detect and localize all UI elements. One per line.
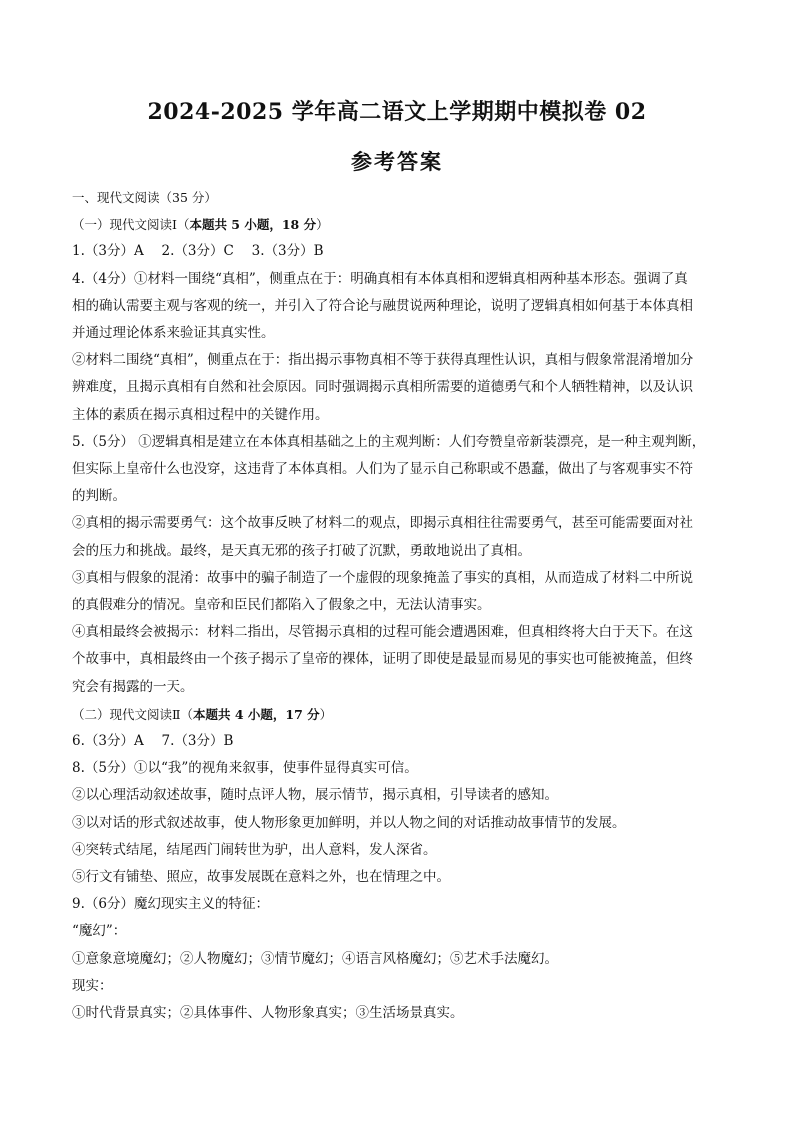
answer-q4-line1: 4.（4分）①材料一围绕“真相”，侧重点在于：明确真相有本体真相和逻辑真相两种基本形态。强调了真 (72, 270, 688, 287)
answer-q9-line1: 9.（6分）魔幻现实主义的特征： (72, 896, 269, 913)
answer-q8-line1: 8.（5分）①以“我”的视角来叙事，使事件显得真实可信。 (72, 760, 418, 777)
answer-q5-line4: ②真相的揭示需要勇气：这个故事反映了材料二的观点，即揭示真相往往需要勇气，甚至可能需要面对社 (72, 515, 693, 532)
part2-heading-tail: ） (319, 706, 333, 722)
answer-q4-line5: 辨难度，且揭示真相有自然和社会原因。同时强调揭示真相所需要的道德勇气和个人牺牲精神，以及认识 (72, 379, 693, 396)
answer-q5-line2: 但实际上皇帝什么也没穿，这违背了本体真相。人们为了显示自己称职或不愚蠢，做出了与客观事实不符 (72, 461, 693, 478)
answer-q5-line10: 究会有揭露的一天。 (72, 678, 194, 695)
answer-q9-line5: ①时代背景真实；②具体事件、人物形象真实；③生活场景真实。 (72, 1005, 464, 1022)
answer-q5-line1: 5.（5分） ①逻辑真相是建立在本体真相基础之上的主观判断：人们夸赞皇帝新装漂亮，是一种主观判断， (72, 433, 706, 450)
part1-heading-tail: ） (316, 217, 329, 233)
document-title: 2024-2025 学年高二语文上学期期中模拟卷 02 (147, 99, 647, 125)
answer-q5-line5: 会的压力和挑战。最终，是天真无邪的孩子打破了沉默，勇敢地说出了真相。 (72, 542, 531, 559)
part2-heading-bold: 本题共 4 小题，17 分 (193, 706, 320, 722)
part2-heading (72, 701, 732, 728)
part1-heading-bold: 本题共 5 小题，18 分 (189, 217, 317, 233)
answer-q4-line4: ②材料二围绕“真相”，侧重点在于：指出揭示事物真相不等于获得真理性认识，真相与假象常混淆增加分 (72, 352, 694, 369)
answer-q9-line3: ①意象意境魔幻；②人物魔幻；③情节魔幻；④语言风格魔幻；⑤艺术手法魔幻。 (72, 950, 558, 967)
answer-q8-line5: ⑤行文有铺垫、照应，故事发展既在意料之外，也在情理之中。 (72, 869, 450, 886)
answer-q4-line3: 并通过理论体系来验证其真实性。 (72, 325, 275, 342)
answer-q8-line4: ④突转式结尾，结尾西门闹转世为驴，出人意料，发人深省。 (72, 841, 437, 858)
answer-q4-line2: 相的确认需要主观与客观的统一，并引入了符合论与融贯说两种理论，说明了逻辑真相如何基于本体真相 (72, 297, 693, 314)
part1-heading-lead: （一）现代文阅读Ⅰ（ (72, 217, 190, 233)
answer-q5-line3: 的判断。 (72, 488, 126, 505)
section-heading: 一、现代文阅读（35 分） (72, 190, 217, 205)
answer-content (72, 184, 732, 1027)
answer-q9-line2: “魔幻”： (72, 923, 127, 940)
part1-heading (72, 211, 732, 238)
answer-q5-line9: 个故事中，真相最终由一个孩子揭示了皇帝的裸体，证明了即使是最显而易见的事实也可能被掩盖，但终 (72, 651, 693, 668)
answer-q8-line3: ③以对话的形式叙述故事，使人物形象更加鲜明，并以人物之间的对话推动故事情节的发展。 (72, 814, 626, 831)
answer-q1-3: 1.（3分）A 2.（3分）C 3.（3分）B (72, 243, 324, 260)
answer-q9-line4: 现实： (72, 977, 113, 994)
answer-q5-line7: 的真假难分的情况。皇帝和臣民们都陷入了假象之中，无法认清事实。 (72, 597, 491, 614)
answer-q6-7: 6.（3分）A 7.（3分）B (72, 733, 234, 750)
answer-q4-line6: 主体的素质在揭示真相过程中的关键作用。 (72, 406, 329, 423)
part2-heading-lead: （二）现代文阅读Ⅱ（ (72, 706, 193, 722)
answer-q5-line6: ③真相与假象的混淆：故事中的骗子制造了一个虚假的现象掩盖了事实的真相，从而造成了材料二中所说 (72, 569, 693, 586)
answer-q5-line8: ④真相最终会被揭示：材料二指出，尽管揭示真相的过程可能会遭遇困难，但真相终将大白于天下。在这 (72, 624, 693, 641)
answer-q8-line2: ②以心理活动叙述故事，随时点评人物，展示情节，揭示真相，引导读者的感知。 (72, 787, 558, 804)
document-subtitle: 参考答案 (351, 149, 443, 174)
